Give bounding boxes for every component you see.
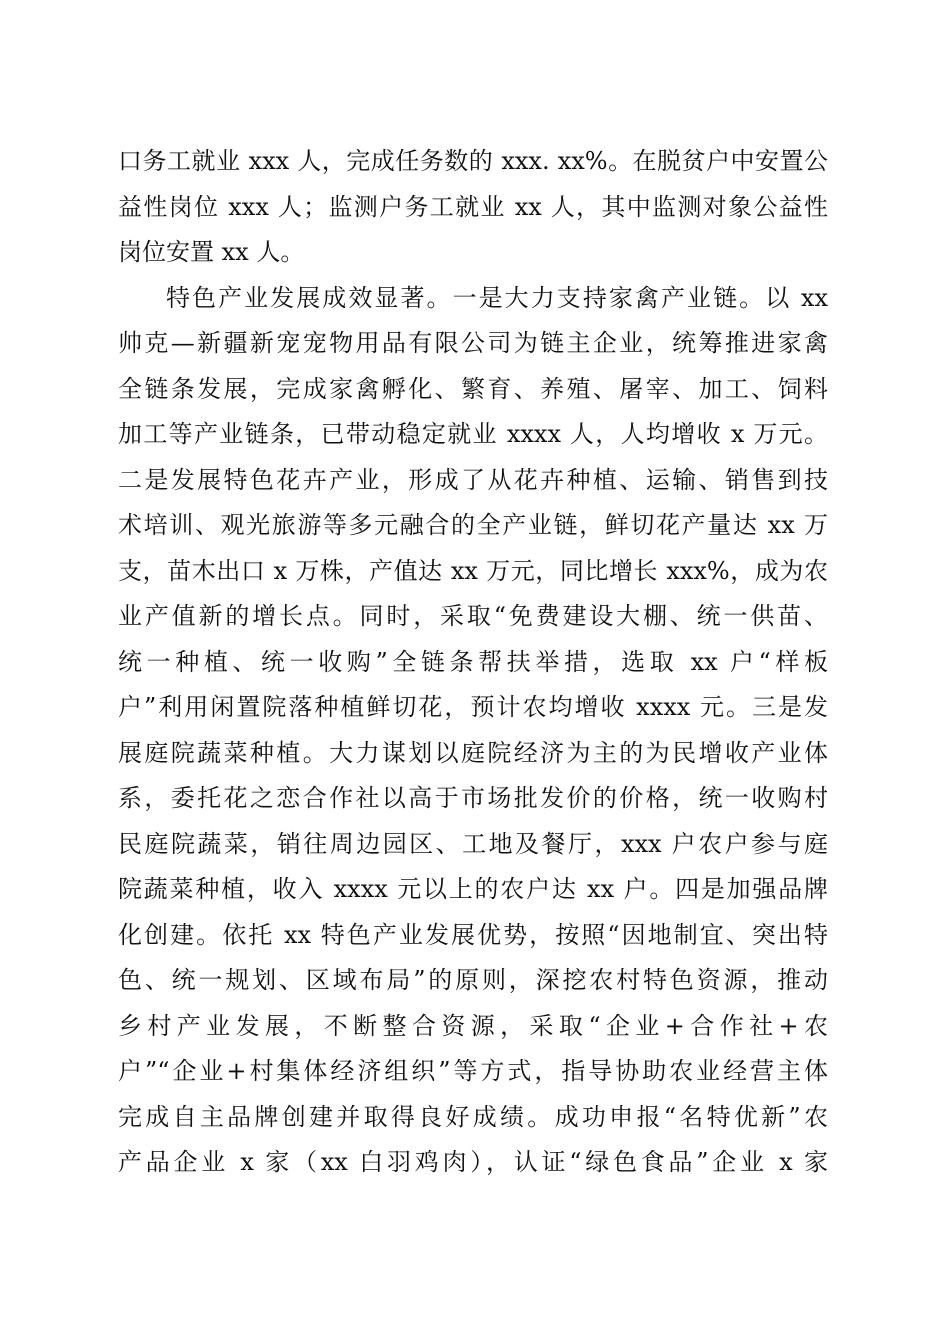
- text-line: 岗位安置 xx 人。: [118, 238, 305, 266]
- text-line: 帅克—新疆新宠宠物用品有限公司为链主企业，统筹推进家禽: [118, 329, 828, 357]
- text-line: 口务工就业 xxx 人，完成任务数的 xxx. xx%。在脱贫户中安置公: [118, 147, 828, 175]
- text-line: 户”利用闲置院落种植鲜切花，预计农均增收 xxxx 元。三是发: [118, 693, 828, 721]
- text-line: 民庭院蔬菜，销往周边园区、工地及餐厅，xxx 户农户参与庭: [118, 829, 828, 858]
- text-line: 统一种植、统一收购”全链条帮扶举措，选取 xx 户“样板: [118, 647, 828, 676]
- text-line: 乡村产业发展，不断整合资源，采取“企业+合作社+农: [118, 1011, 828, 1040]
- text-line: 户”“企业+村集体经济组织”等方式，指导协助农业经营主体: [118, 1057, 828, 1085]
- text-line: 化创建。依托 xx 特色产业发展优势，按照“因地制宜、突出特: [118, 920, 828, 949]
- paragraph-employment: [118, 139, 828, 276]
- text-line: 术培训、观光旅游等多元融合的全产业链，鲜切花产量达 xx 万: [118, 511, 828, 539]
- text-line: 二是发展特色花卉产业，形成了从花卉种植、运输、销售到技: [118, 465, 828, 494]
- paragraph-industry: [118, 276, 828, 1186]
- text-line: 加工等产业链条，已带动稳定就业 xxxx 人，人均增收 x 万元。: [118, 420, 828, 448]
- text-line: 支，苗木出口 x 万株，产值达 xx 万元，同比增长 xxx%，成为农: [118, 556, 828, 585]
- text-line: 院蔬菜种植，收入 xxxx 元以上的农户达 xx 户。四是加强品牌: [118, 875, 828, 903]
- text-line: 色、统一规划、区域布局”的原则，深挖农村特色资源，推动: [118, 966, 828, 994]
- text-line: 产品企业 x 家（xx 白羽鸡肉），认证“绿色食品”企业 x 家: [118, 1148, 828, 1176]
- text-line: 系，委托花之恋合作社以高于市场批发价的价格，统一收购村: [118, 784, 828, 812]
- text-line: 业产值新的增长点。同时，采取“免费建设大棚、统一供苗、: [118, 602, 828, 630]
- text-line: 全链条发展，完成家禽孵化、繁育、养殖、屠宰、加工、饲料: [118, 374, 828, 403]
- text-line: 完成自主品牌创建并取得良好成绩。成功申报“名特优新”农: [118, 1102, 828, 1131]
- text-line: 特色产业发展成效显著。一是大力支持家禽产业链。以 xx: [166, 283, 828, 312]
- document-body: [118, 139, 828, 1186]
- text-line: 益性岗位 xxx 人；监测户务工就业 xx 人，其中监测对象公益性: [118, 192, 828, 221]
- text-line: 展庭院蔬菜种植。大力谋划以庭院经济为主的为民增收产业体: [118, 738, 828, 767]
